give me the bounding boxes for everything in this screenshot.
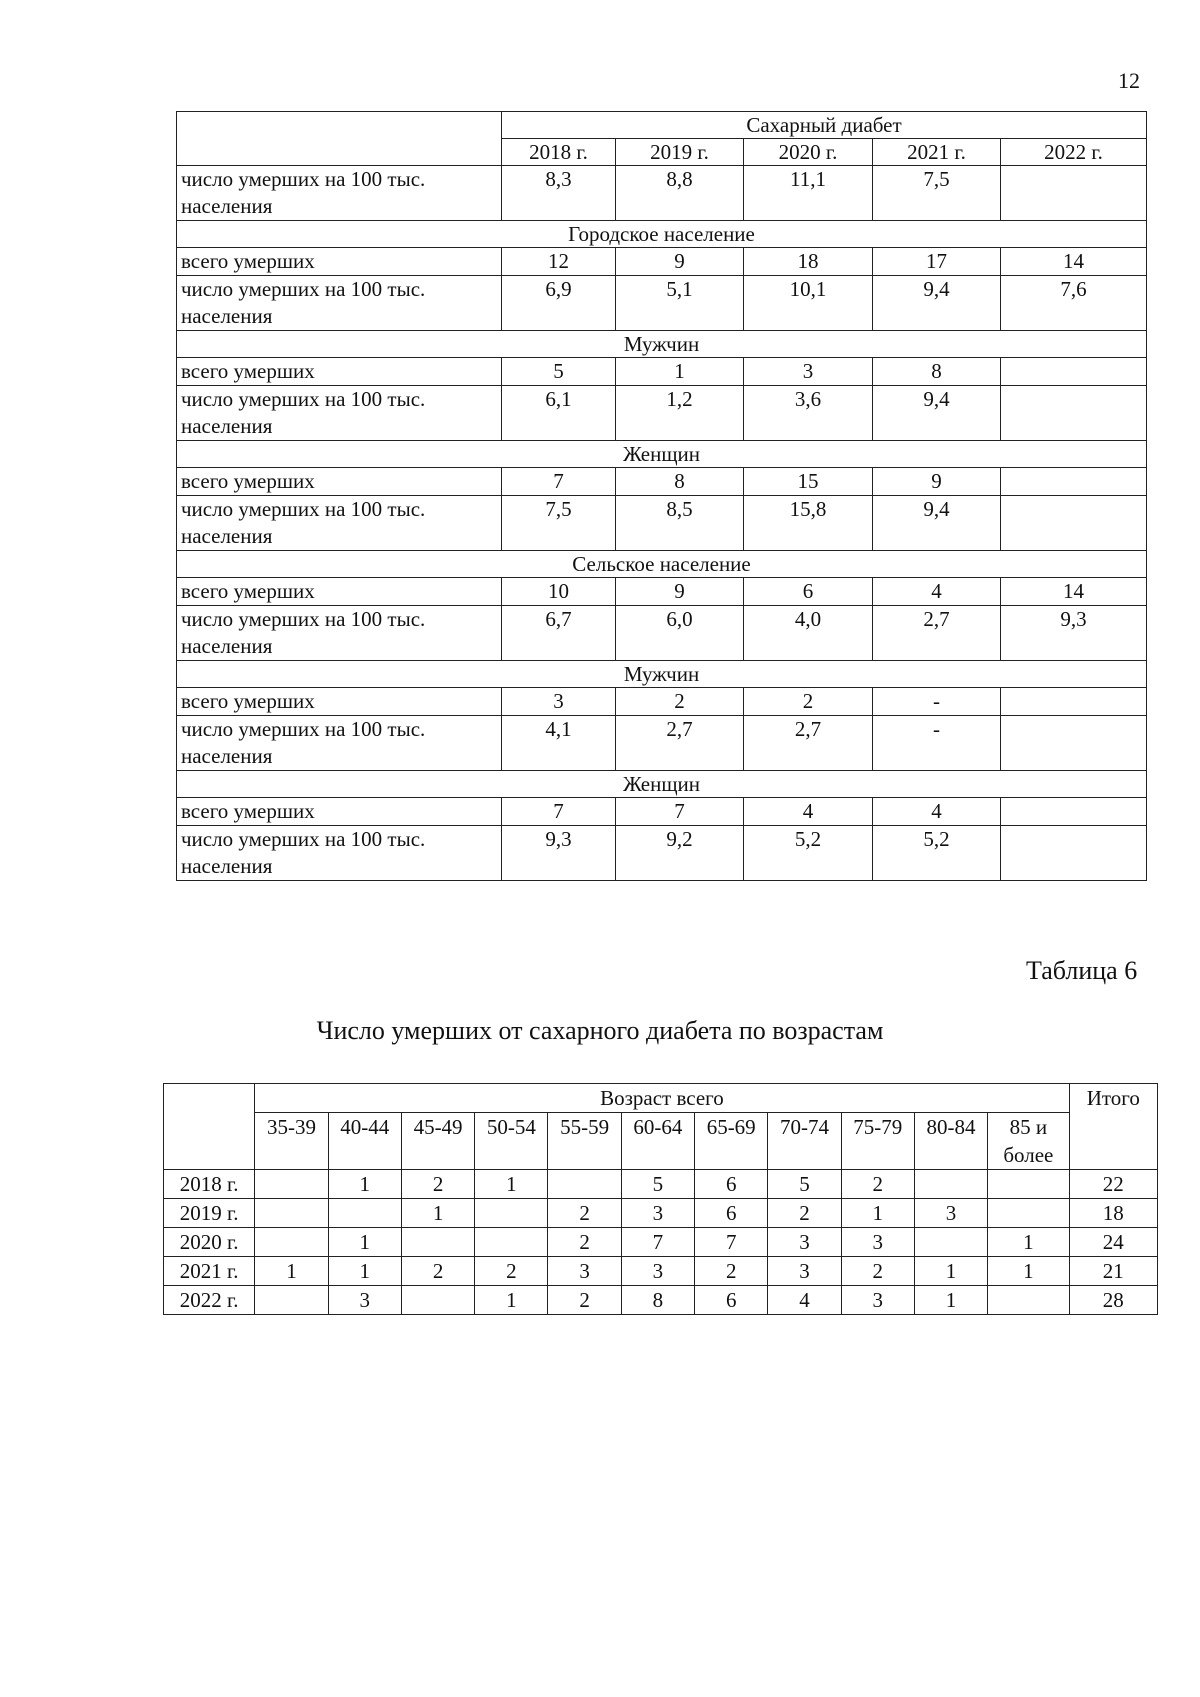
- value-cell: 5: [768, 1170, 841, 1199]
- value-cell: 1: [255, 1257, 328, 1286]
- table-row: [177, 496, 1147, 551]
- table-header-row: [177, 112, 1147, 139]
- total-header: Итого: [1069, 1084, 1157, 1170]
- value-cell: 15: [744, 468, 873, 496]
- section-row: [177, 551, 1147, 578]
- value-cell: 6: [744, 578, 873, 606]
- table-caption: Таблица 6: [1026, 956, 1138, 985]
- row-label: число умерших на 100 тыс. населения: [177, 386, 502, 441]
- value-cell: 3: [841, 1286, 914, 1315]
- value-cell: -: [873, 688, 1001, 716]
- value-cell: 8: [616, 468, 744, 496]
- value-cell: 1: [328, 1257, 401, 1286]
- table-row: [177, 606, 1147, 661]
- value-cell: [255, 1286, 328, 1315]
- value-cell: [328, 1199, 401, 1228]
- age-mortality-table: [163, 1083, 1158, 1315]
- value-cell: [1001, 688, 1147, 716]
- total-cell: 18: [1069, 1199, 1157, 1228]
- value-cell: 8,3: [502, 166, 616, 221]
- row-label: всего умерших: [177, 688, 502, 716]
- year-header: 2022 г.: [1001, 139, 1147, 166]
- value-cell: [988, 1286, 1069, 1315]
- value-cell: -: [873, 716, 1001, 771]
- row-label: всего умерших: [177, 358, 502, 386]
- value-cell: 9,3: [502, 826, 616, 881]
- value-cell: 14: [1001, 578, 1147, 606]
- table-row: [177, 166, 1147, 221]
- table-row: [164, 1170, 1158, 1199]
- age-group-header: 80-84: [914, 1113, 987, 1170]
- value-cell: 2: [841, 1257, 914, 1286]
- value-cell: 3: [744, 358, 873, 386]
- value-cell: 7: [621, 1228, 694, 1257]
- value-cell: 18: [744, 248, 873, 276]
- value-cell: 6,1: [502, 386, 616, 441]
- age-group-header: 75-79: [841, 1113, 914, 1170]
- value-cell: 1: [328, 1170, 401, 1199]
- value-cell: 15,8: [744, 496, 873, 551]
- value-cell: 7,6: [1001, 276, 1147, 331]
- table-row: [164, 1286, 1158, 1315]
- value-cell: 6,9: [502, 276, 616, 331]
- value-cell: [1001, 166, 1147, 221]
- value-cell: 7: [695, 1228, 768, 1257]
- value-cell: 2,7: [744, 716, 873, 771]
- value-cell: 1,2: [616, 386, 744, 441]
- value-cell: 2: [695, 1257, 768, 1286]
- row-label: число умерших на 100 тыс. населения: [177, 166, 502, 221]
- value-cell: 2: [616, 688, 744, 716]
- section-label: Женщин: [177, 441, 1147, 468]
- value-cell: 1: [988, 1228, 1069, 1257]
- value-cell: 6: [695, 1286, 768, 1315]
- value-cell: 3: [768, 1228, 841, 1257]
- section-row: [177, 771, 1147, 798]
- value-cell: 3: [621, 1199, 694, 1228]
- diabetes-mortality-table: [176, 111, 1147, 881]
- value-cell: 2,7: [873, 606, 1001, 661]
- value-cell: 2: [768, 1199, 841, 1228]
- year-label: 2018 г.: [164, 1170, 255, 1199]
- value-cell: 2: [841, 1170, 914, 1199]
- table-row: [177, 578, 1147, 606]
- value-cell: [914, 1170, 987, 1199]
- row-label: всего умерших: [177, 248, 502, 276]
- year-label: 2021 г.: [164, 1257, 255, 1286]
- value-cell: 2,7: [616, 716, 744, 771]
- value-cell: [1001, 496, 1147, 551]
- year-header: 2018 г.: [502, 139, 616, 166]
- value-cell: 2: [475, 1257, 548, 1286]
- value-cell: 1: [988, 1257, 1069, 1286]
- value-cell: 2: [548, 1199, 621, 1228]
- section-row: [177, 221, 1147, 248]
- value-cell: 7: [616, 798, 744, 826]
- row-label: число умерших на 100 тыс. населения: [177, 826, 502, 881]
- section-label: Городское население: [177, 221, 1147, 248]
- value-cell: 5: [621, 1170, 694, 1199]
- page-number: 12: [1118, 68, 1140, 93]
- table-row: [177, 248, 1147, 276]
- value-cell: 9,2: [616, 826, 744, 881]
- age-group-header: 35-39: [255, 1113, 328, 1170]
- value-cell: 3: [768, 1257, 841, 1286]
- value-cell: 3: [328, 1286, 401, 1315]
- value-cell: 9: [616, 578, 744, 606]
- value-cell: 8,8: [616, 166, 744, 221]
- year-header: 2019 г.: [616, 139, 744, 166]
- header-blank-cell: [164, 1084, 255, 1170]
- value-cell: 7: [502, 468, 616, 496]
- value-cell: 3,6: [744, 386, 873, 441]
- value-cell: 10,1: [744, 276, 873, 331]
- table-title: Число умерших от сахарного диабета по возрастам: [316, 1016, 884, 1045]
- value-cell: 5,2: [744, 826, 873, 881]
- value-cell: [1001, 798, 1147, 826]
- table-row: [177, 716, 1147, 771]
- age-group-header: 70-74: [768, 1113, 841, 1170]
- table-row: [177, 798, 1147, 826]
- value-cell: 2: [401, 1257, 474, 1286]
- total-cell: 24: [1069, 1228, 1157, 1257]
- age-group-header: 85 и более: [988, 1113, 1069, 1170]
- value-cell: 11,1: [744, 166, 873, 221]
- value-cell: 9,3: [1001, 606, 1147, 661]
- table-row: [164, 1228, 1158, 1257]
- value-cell: 3: [841, 1228, 914, 1257]
- section-row: [177, 661, 1147, 688]
- table-row: [177, 386, 1147, 441]
- value-cell: 1: [328, 1228, 401, 1257]
- total-cell: 22: [1069, 1170, 1157, 1199]
- age-group-header: 45-49: [401, 1113, 474, 1170]
- total-cell: 28: [1069, 1286, 1157, 1315]
- row-label: число умерших на 100 тыс. населения: [177, 276, 502, 331]
- value-cell: 6,0: [616, 606, 744, 661]
- value-cell: 9: [616, 248, 744, 276]
- table-row: [177, 688, 1147, 716]
- value-cell: 17: [873, 248, 1001, 276]
- section-label: Сельское население: [177, 551, 1147, 578]
- table-row: [164, 1199, 1158, 1228]
- value-cell: [475, 1228, 548, 1257]
- value-cell: 4,1: [502, 716, 616, 771]
- value-cell: [548, 1170, 621, 1199]
- table-header-row: [164, 1084, 1158, 1113]
- value-cell: [401, 1286, 474, 1315]
- row-label: всего умерших: [177, 578, 502, 606]
- value-cell: [988, 1199, 1069, 1228]
- value-cell: 4: [768, 1286, 841, 1315]
- group-header: Возраст всего: [255, 1084, 1069, 1113]
- value-cell: 10: [502, 578, 616, 606]
- value-cell: [914, 1228, 987, 1257]
- value-cell: 4: [744, 798, 873, 826]
- value-cell: 5,2: [873, 826, 1001, 881]
- value-cell: 2: [401, 1170, 474, 1199]
- value-cell: 1: [616, 358, 744, 386]
- value-cell: 9,4: [873, 386, 1001, 441]
- year-label: 2019 г.: [164, 1199, 255, 1228]
- value-cell: 8: [621, 1286, 694, 1315]
- year-header: 2021 г.: [873, 139, 1001, 166]
- value-cell: 5: [502, 358, 616, 386]
- table-row: [177, 276, 1147, 331]
- value-cell: 1: [914, 1286, 987, 1315]
- value-cell: 4,0: [744, 606, 873, 661]
- value-cell: 4: [873, 798, 1001, 826]
- value-cell: 14: [1001, 248, 1147, 276]
- value-cell: [475, 1199, 548, 1228]
- section-label: Мужчин: [177, 331, 1147, 358]
- year-label: 2022 г.: [164, 1286, 255, 1315]
- value-cell: [1001, 826, 1147, 881]
- value-cell: [255, 1170, 328, 1199]
- value-cell: 2: [548, 1228, 621, 1257]
- value-cell: [255, 1199, 328, 1228]
- value-cell: 6: [695, 1199, 768, 1228]
- value-cell: 1: [475, 1170, 548, 1199]
- value-cell: 12: [502, 248, 616, 276]
- value-cell: 3: [914, 1199, 987, 1228]
- section-row: [177, 331, 1147, 358]
- value-cell: [1001, 358, 1147, 386]
- section-label: Мужчин: [177, 661, 1147, 688]
- value-cell: [1001, 468, 1147, 496]
- value-cell: 1: [475, 1286, 548, 1315]
- value-cell: 3: [502, 688, 616, 716]
- value-cell: 1: [914, 1257, 987, 1286]
- group-header: Сахарный диабет: [502, 112, 1147, 139]
- value-cell: [1001, 716, 1147, 771]
- age-group-header: 40-44: [328, 1113, 401, 1170]
- table-row: [177, 358, 1147, 386]
- section-row: [177, 441, 1147, 468]
- value-cell: 3: [621, 1257, 694, 1286]
- value-cell: 7,5: [873, 166, 1001, 221]
- value-cell: 5,1: [616, 276, 744, 331]
- row-label: число умерших на 100 тыс. населения: [177, 496, 502, 551]
- age-group-header: 55-59: [548, 1113, 621, 1170]
- table-row: [177, 826, 1147, 881]
- value-cell: 3: [548, 1257, 621, 1286]
- section-label: Женщин: [177, 771, 1147, 798]
- row-label: число умерших на 100 тыс. населения: [177, 716, 502, 771]
- year-header: 2020 г.: [744, 139, 873, 166]
- age-group-header: 65-69: [695, 1113, 768, 1170]
- age-groups-row: [164, 1113, 1158, 1170]
- value-cell: 1: [401, 1199, 474, 1228]
- header-blank-cell: [177, 112, 502, 166]
- value-cell: 9,4: [873, 496, 1001, 551]
- year-label: 2020 г.: [164, 1228, 255, 1257]
- table-row: [164, 1257, 1158, 1286]
- value-cell: [1001, 386, 1147, 441]
- value-cell: 9,4: [873, 276, 1001, 331]
- row-label: всего умерших: [177, 798, 502, 826]
- value-cell: 6,7: [502, 606, 616, 661]
- age-group-header: 50-54: [475, 1113, 548, 1170]
- value-cell: 2: [744, 688, 873, 716]
- value-cell: 7,5: [502, 496, 616, 551]
- total-cell: 21: [1069, 1257, 1157, 1286]
- value-cell: 6: [695, 1170, 768, 1199]
- value-cell: 8,5: [616, 496, 744, 551]
- value-cell: 8: [873, 358, 1001, 386]
- value-cell: 9: [873, 468, 1001, 496]
- row-label: всего умерших: [177, 468, 502, 496]
- table-row: [177, 468, 1147, 496]
- value-cell: [988, 1170, 1069, 1199]
- value-cell: 2: [548, 1286, 621, 1315]
- age-group-header: 60-64: [621, 1113, 694, 1170]
- value-cell: [401, 1228, 474, 1257]
- value-cell: 7: [502, 798, 616, 826]
- value-cell: [255, 1228, 328, 1257]
- row-label: число умерших на 100 тыс. населения: [177, 606, 502, 661]
- value-cell: 4: [873, 578, 1001, 606]
- value-cell: 1: [841, 1199, 914, 1228]
